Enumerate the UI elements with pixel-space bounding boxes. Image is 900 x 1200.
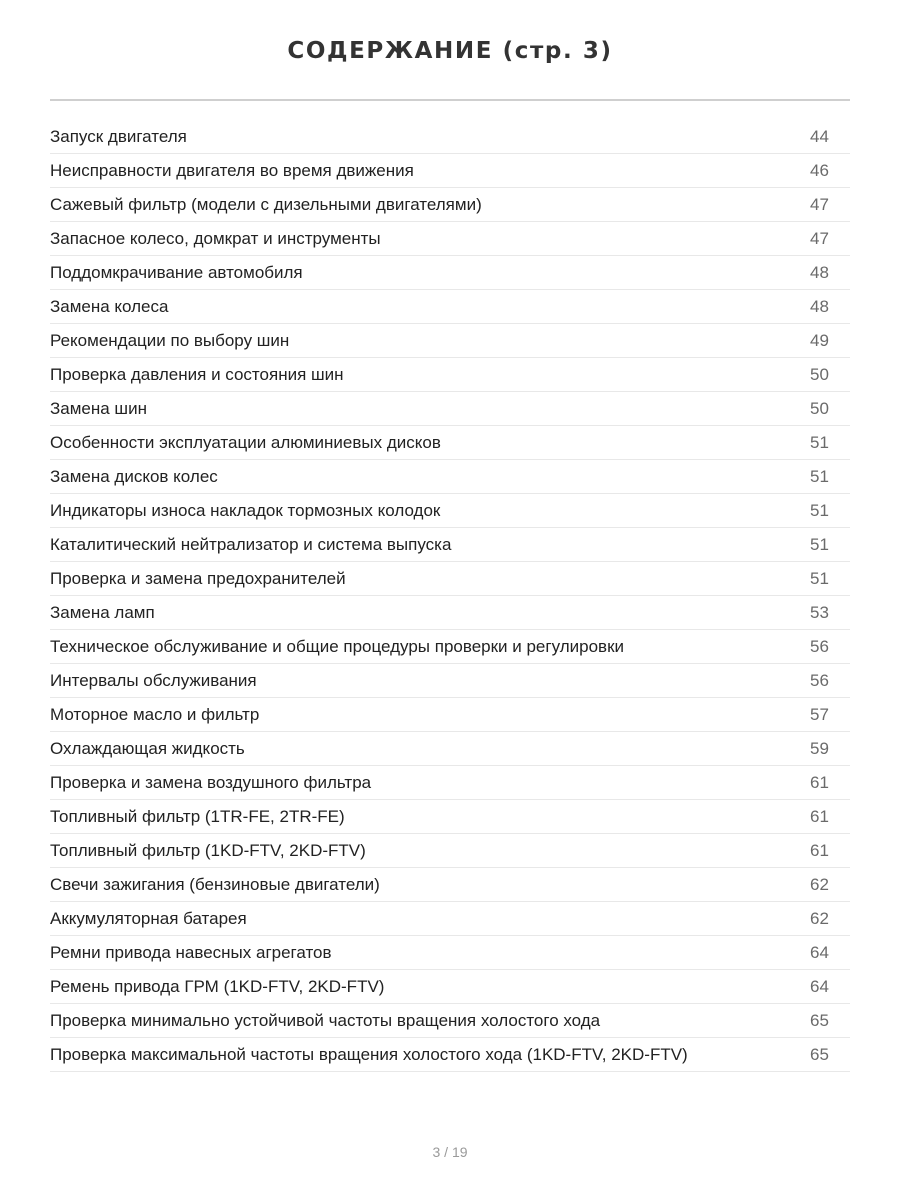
toc-entry-page: 50 [810, 364, 829, 384]
toc-row[interactable] [50, 324, 850, 358]
toc-entry-title: Охлаждающая жидкость [50, 738, 245, 758]
toc-entry-title: Моторное масло и фильтр [50, 704, 260, 724]
toc-entry-title: Рекомендации по выбору шин [50, 330, 290, 350]
toc-row[interactable] [50, 290, 850, 324]
toc-entry-page: 53 [810, 602, 829, 622]
toc-entry-title: Техническое обслуживание и общие процедуры проверки и регулировки [50, 636, 625, 656]
toc-row[interactable] [50, 1038, 850, 1072]
toc-entry-title: Проверка и замена предохранителей [50, 568, 346, 588]
toc-row[interactable] [50, 1004, 850, 1038]
toc-entry-title: Проверка и замена воздушного фильтра [50, 772, 372, 792]
toc-row[interactable] [50, 222, 850, 256]
toc-entry-page: 47 [810, 194, 829, 214]
toc-row[interactable] [50, 256, 850, 290]
toc-entry-page: 51 [810, 500, 829, 520]
toc-entry-page: 62 [810, 874, 829, 894]
toc-row[interactable] [50, 902, 850, 936]
toc-entry-page: 64 [810, 942, 829, 962]
toc-entry-title: Ремень привода ГРМ (1KD-FTV, 2KD-FTV) [50, 976, 385, 996]
toc-row[interactable] [50, 528, 850, 562]
toc-entry-title: Топливный фильтр (1TR-FE, 2TR-FE) [50, 806, 345, 826]
toc-row[interactable] [50, 188, 850, 222]
toc-entry-title: Замена дисков колес [50, 466, 218, 486]
page-number: 3 / 19 [432, 1144, 468, 1160]
toc-entry-title: Запуск двигателя [50, 126, 187, 146]
toc-row[interactable] [50, 868, 850, 902]
toc-entry-page: 44 [810, 126, 829, 146]
toc-entry-title: Замена ламп [50, 602, 155, 622]
toc-entry-page: 65 [810, 1010, 829, 1030]
toc-entry-title: Запасное колесо, домкрат и инструменты [50, 228, 381, 248]
toc-entry-page: 56 [810, 636, 829, 656]
toc-entry-title: Поддомкрачивание автомобиля [50, 262, 303, 282]
toc-row[interactable] [50, 596, 850, 630]
toc-entry-page: 51 [810, 568, 829, 588]
toc-row[interactable] [50, 766, 850, 800]
toc-row[interactable] [50, 494, 850, 528]
toc-row[interactable] [50, 154, 850, 188]
toc-list [50, 120, 850, 1072]
toc-entry-title: Свечи зажигания (бензиновые двигатели) [50, 874, 380, 894]
toc-entry-title: Аккумуляторная батарея [50, 908, 247, 928]
toc-entry-page: 64 [810, 976, 829, 996]
toc-entry-title: Проверка максимальной частоты вращения холостого хода (1KD-FTV, 2KD-FTV) [50, 1044, 688, 1064]
toc-row[interactable] [50, 664, 850, 698]
toc-entry-title: Неисправности двигателя во время движения [50, 160, 414, 180]
page-title: СОДЕРЖАНИЕ (стр. 3) [287, 38, 613, 64]
toc-entry-title: Проверка минимально устойчивой частоты вращения холостого хода [50, 1010, 601, 1030]
toc-entry-page: 51 [810, 466, 829, 486]
toc-row[interactable] [50, 970, 850, 1004]
toc-row[interactable] [50, 426, 850, 460]
toc-row[interactable] [50, 120, 850, 154]
toc-row[interactable] [50, 698, 850, 732]
toc-entry-page: 65 [810, 1044, 829, 1064]
toc-entry-page: 46 [810, 160, 829, 180]
title-divider [50, 99, 850, 101]
toc-entry-page: 56 [810, 670, 829, 690]
toc-row[interactable] [50, 936, 850, 970]
toc-entry-title: Замена шин [50, 398, 147, 418]
toc-entry-page: 61 [810, 772, 829, 792]
toc-entry-page: 62 [810, 908, 829, 928]
toc-entry-page: 51 [810, 432, 829, 452]
toc-row[interactable] [50, 834, 850, 868]
toc-entry-page: 48 [810, 262, 829, 282]
toc-row[interactable] [50, 800, 850, 834]
toc-entry-title: Замена колеса [50, 296, 169, 316]
toc-entry-title: Топливный фильтр (1KD-FTV, 2KD-FTV) [50, 840, 366, 860]
toc-row[interactable] [50, 562, 850, 596]
toc-entry-page: 61 [810, 806, 829, 826]
toc-entry-page: 61 [810, 840, 829, 860]
toc-row[interactable] [50, 358, 850, 392]
toc-entry-page: 49 [810, 330, 829, 350]
toc-entry-title: Интервалы обслуживания [50, 670, 257, 690]
toc-entry-page: 57 [810, 704, 829, 724]
toc-entry-page: 51 [810, 534, 829, 554]
toc-entry-title: Проверка давления и состояния шин [50, 364, 344, 384]
toc-row[interactable] [50, 392, 850, 426]
toc-entry-title: Сажевый фильтр (модели с дизельными двигателями) [50, 194, 482, 214]
toc-entry-title: Индикаторы износа накладок тормозных колодок [50, 500, 441, 520]
toc-entry-title: Особенности эксплуатации алюминиевых дисков [50, 432, 441, 452]
toc-entry-title: Ремни привода навесных агрегатов [50, 942, 332, 962]
toc-entry-page: 50 [810, 398, 829, 418]
toc-entry-title: Каталитический нейтрализатор и система выпуска [50, 534, 452, 554]
toc-row[interactable] [50, 460, 850, 494]
toc-entry-page: 48 [810, 296, 829, 316]
toc-row[interactable] [50, 732, 850, 766]
toc-entry-page: 59 [810, 738, 829, 758]
toc-entry-page: 47 [810, 228, 829, 248]
toc-row[interactable] [50, 630, 850, 664]
